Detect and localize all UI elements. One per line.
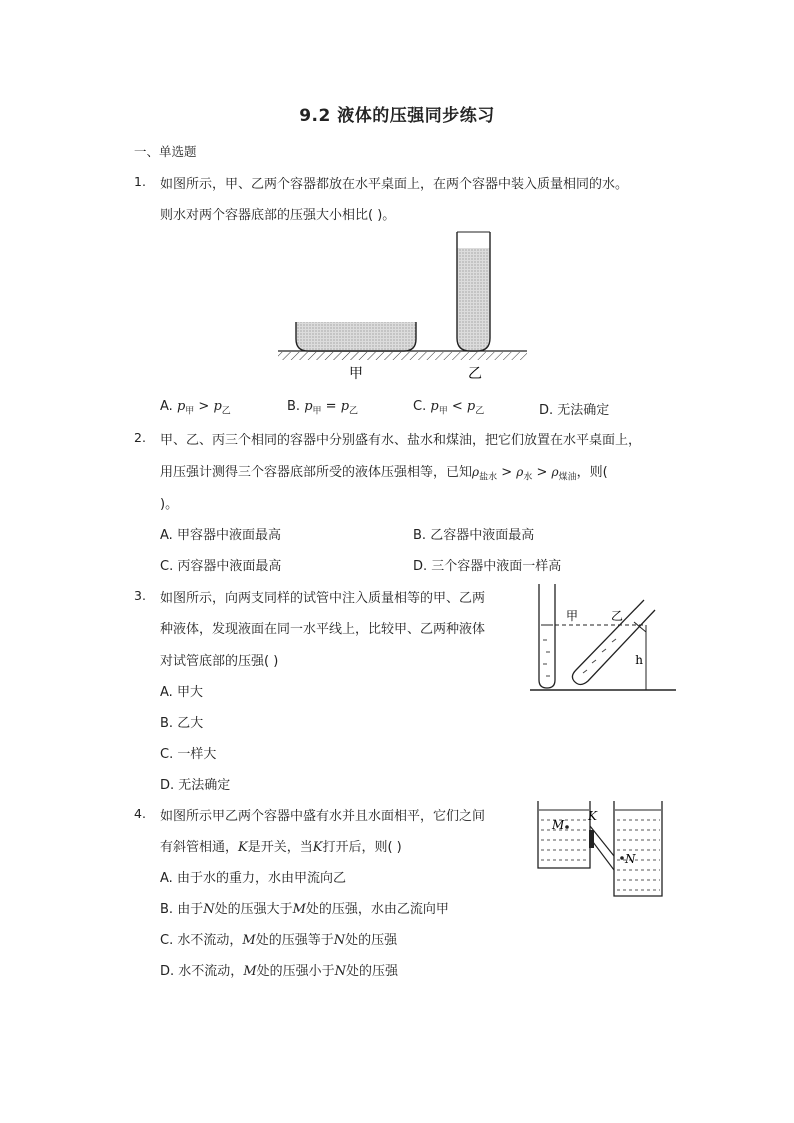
q3-label-jia: 甲 bbox=[565, 609, 579, 623]
q4-label-K: K bbox=[588, 809, 597, 823]
q3-label-h: h bbox=[635, 653, 643, 667]
q4-line-2: 有斜管相通，K是开关，当K打开后，则( ) bbox=[160, 840, 402, 855]
q4-option-a: A. 由于水的重力，水由甲流向乙 bbox=[160, 871, 346, 886]
q2-option-a: A. 甲容器中液面最高 bbox=[160, 528, 281, 543]
q1-label-jia: 甲 bbox=[349, 366, 363, 382]
q1-option-a: A. $p_甲 > p_乙$ bbox=[160, 399, 231, 417]
q3-option-b: B. 乙大 bbox=[160, 716, 204, 731]
q1-line-1: 如图所示，甲、乙两个容器都放在水平桌面上，在两个容器中装入质量相同的水。 bbox=[160, 177, 629, 192]
q3-label-yi: 乙 bbox=[610, 609, 624, 623]
q2-option-d: D. 三个容器中液面一样高 bbox=[413, 559, 562, 574]
q1-option-c: C. $p_甲 < p_乙$ bbox=[413, 399, 485, 417]
q1-figure bbox=[270, 228, 532, 388]
q3-line-2: 种液体，发现液面在同一水平线上，比较甲、乙两种液体 bbox=[160, 622, 486, 637]
q3-option-a: A. 甲大 bbox=[160, 685, 203, 700]
q4-figure bbox=[532, 796, 672, 902]
q2-line-3: )。 bbox=[160, 497, 179, 512]
q4-label-N: N bbox=[625, 852, 636, 866]
section-title: 一、单选题 bbox=[134, 144, 197, 159]
q1-option-b: B. $p_甲 = p_乙$ bbox=[287, 399, 359, 417]
q3-line-1: 如图所示，向两支同样的试管中注入质量相等的甲、乙两 bbox=[160, 591, 486, 606]
q3-figure bbox=[528, 580, 678, 695]
q3-line-3: 对试管底部的压强( ) bbox=[160, 654, 279, 669]
q4-option-b: B. 由于N处的压强大于M处的压强，水由乙流向甲 bbox=[160, 902, 449, 917]
q4-label-M: M bbox=[552, 818, 565, 832]
q2-number: 2. bbox=[134, 430, 146, 445]
q3-option-d: D. 无法确定 bbox=[160, 778, 231, 793]
q2-option-b: B. 乙容器中液面最高 bbox=[413, 528, 535, 543]
q1-number: 1. bbox=[134, 174, 146, 189]
q2-option-c: C. 丙容器中液面最高 bbox=[160, 559, 282, 574]
q4-option-c: C. 水不流动，M处的压强等于N处的压强 bbox=[160, 933, 398, 948]
q1-option-d: D. 无法确定 bbox=[539, 403, 610, 418]
q1-line-2: 则水对两个容器底部的压强大小相比( )。 bbox=[160, 208, 396, 223]
q4-line-1: 如图所示甲乙两个容器中盛有水并且水面相平，它们之间 bbox=[160, 809, 486, 824]
q4-number: 4. bbox=[134, 806, 146, 821]
q2-line-1: 甲、乙、丙三个相同的容器中分别盛有水、盐水和煤油，把它们放置在水平桌面上， bbox=[160, 433, 642, 448]
q3-option-c: C. 一样大 bbox=[160, 747, 217, 762]
q2-line-2: 用压强计测得三个容器底部所受的液体压强相等，已知$\rho_{盐水} > \rho_水 > \rho_{煤油}$，则( bbox=[160, 465, 608, 483]
q4-option-d: D. 水不流动，M处的压强小于N处的压强 bbox=[160, 964, 399, 979]
q1-label-yi: 乙 bbox=[468, 366, 482, 382]
page-title: 9.2 液体的压强同步练习 bbox=[299, 106, 495, 126]
q3-number: 3. bbox=[134, 588, 146, 603]
